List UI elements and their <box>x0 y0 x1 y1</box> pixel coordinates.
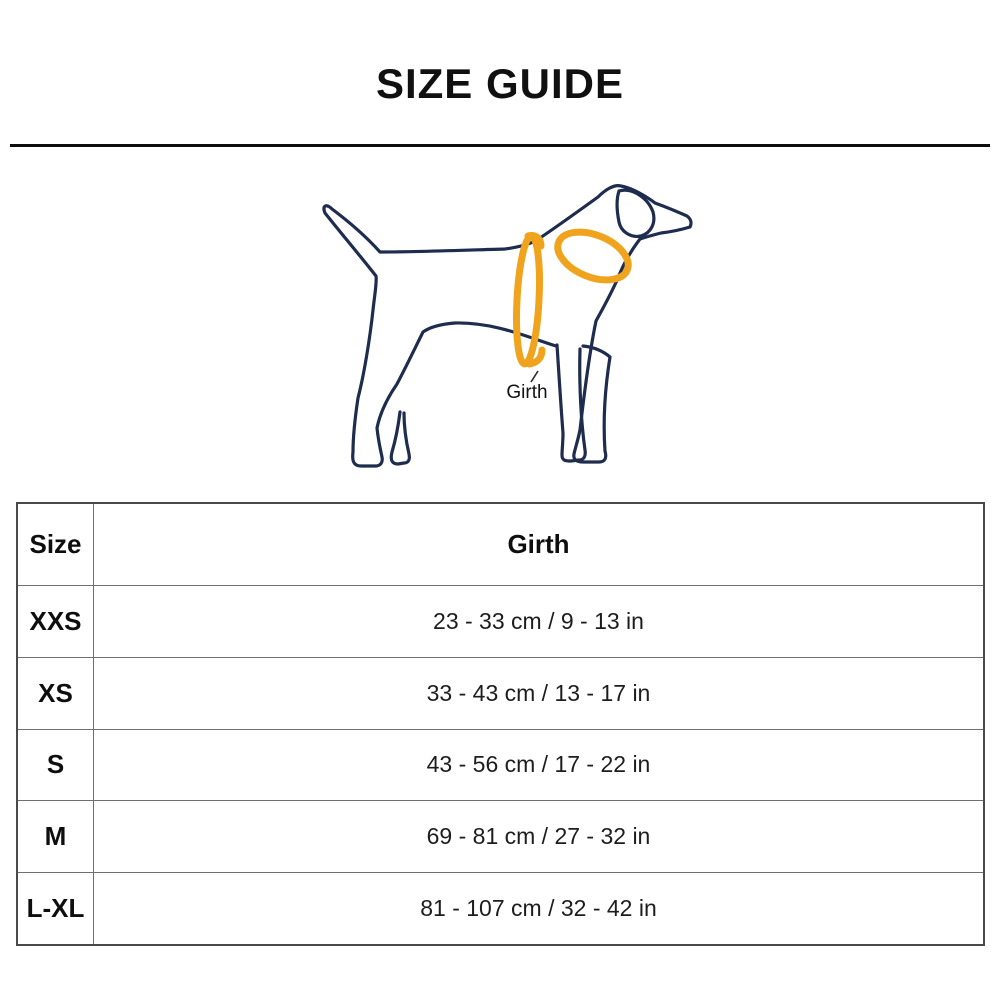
size-column-header: Size <box>18 504 93 585</box>
size-table <box>16 502 985 946</box>
girth-cell: 43 - 56 cm / 17 - 22 in <box>93 729 983 801</box>
dog-body-path <box>324 186 691 466</box>
dog-far-front-leg-path <box>557 345 585 461</box>
title-divider <box>10 144 990 147</box>
girth-cell: 69 - 81 cm / 27 - 32 in <box>93 800 983 872</box>
dog-far-rear-leg-path <box>391 412 409 464</box>
dog-illustration <box>280 170 730 500</box>
girth-column-header: Girth <box>93 504 983 585</box>
girth-cell: 33 - 43 cm / 13 - 17 in <box>93 657 983 729</box>
dog-outline-icon <box>324 186 691 466</box>
page-title: SIZE GUIDE <box>375 60 625 107</box>
size-cell: S <box>18 729 93 801</box>
girth-strap-icon <box>514 236 543 365</box>
size-cell: M <box>18 800 93 872</box>
girth-leader-line <box>531 371 538 382</box>
girth-cell: 81 - 107 cm / 32 - 42 in <box>93 872 983 944</box>
size-cell: XXS <box>18 585 93 657</box>
girth-label: Girth <box>506 382 548 403</box>
dog-measurement-diagram <box>280 170 730 500</box>
size-cell: L-XL <box>18 872 93 944</box>
girth-cell: 23 - 33 cm / 9 - 13 in <box>93 585 983 657</box>
size-cell: XS <box>18 657 93 729</box>
neck-strap-icon <box>551 223 635 290</box>
